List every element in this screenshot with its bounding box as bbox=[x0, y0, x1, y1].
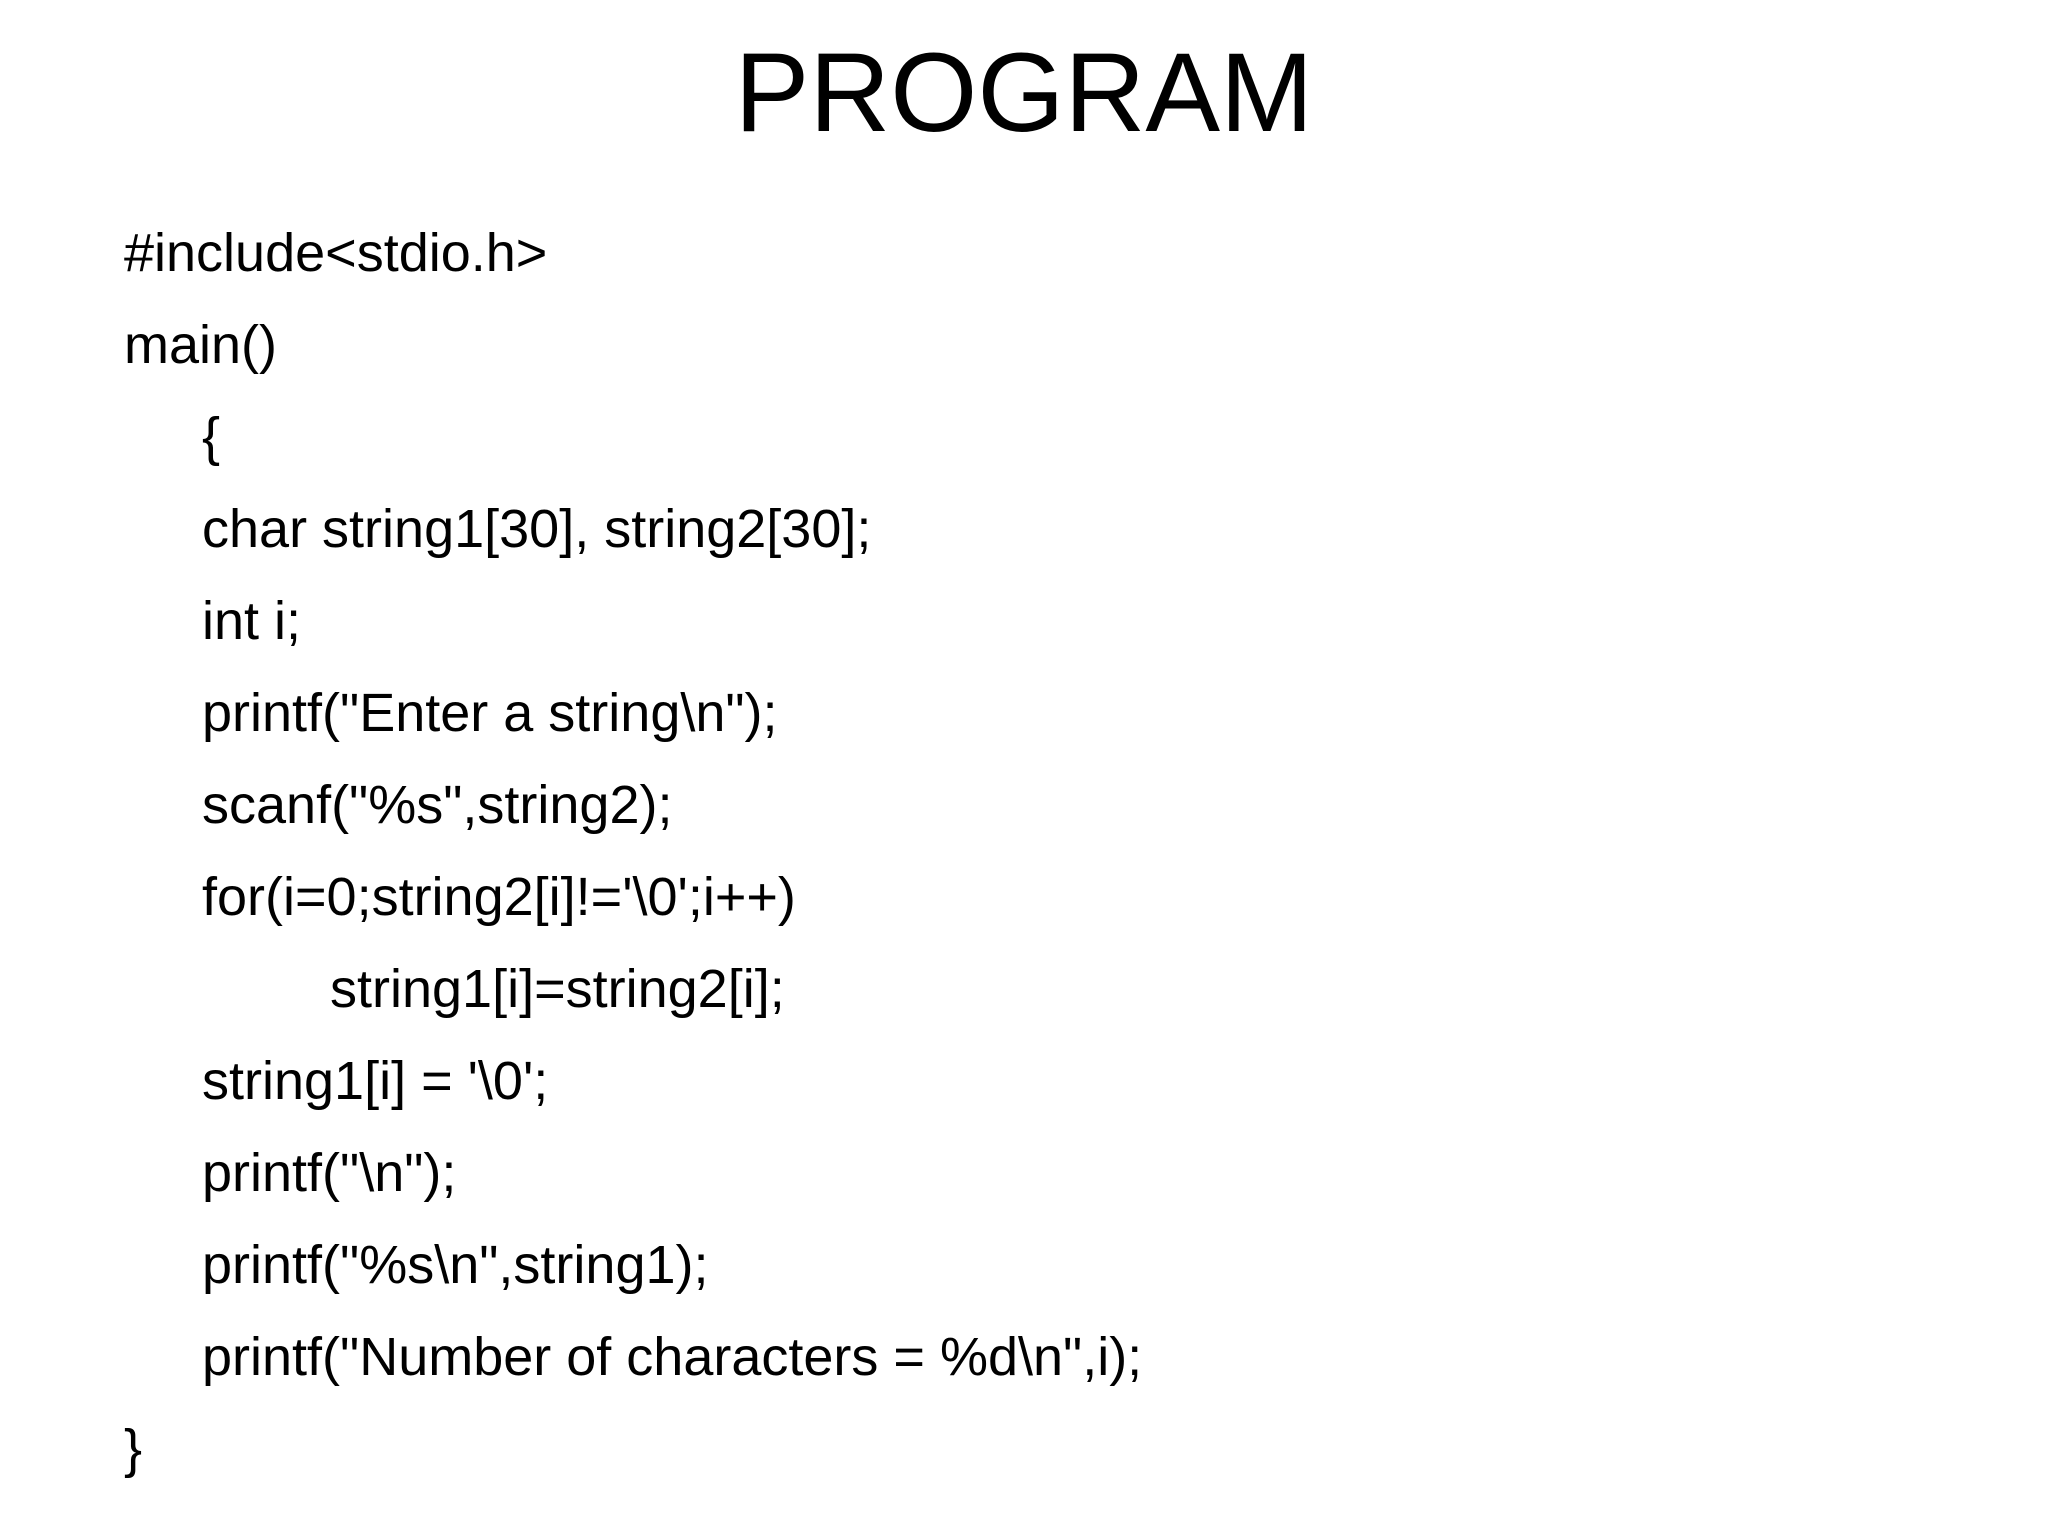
code-line-printf-prompt: printf("Enter a string\n"); bbox=[202, 683, 778, 743]
code-line-null-terminate: string1[i] = '\0'; bbox=[202, 1051, 549, 1111]
code-line-declare-int: int i; bbox=[202, 591, 302, 651]
code-line-main: main() bbox=[124, 315, 278, 375]
code-line-for-loop: for(i=0;string2[i]!='\0';i++) bbox=[202, 867, 796, 927]
code-line-scanf: scanf("%s",string2); bbox=[202, 775, 673, 835]
code-line-include: #include<stdio.h> bbox=[124, 223, 548, 283]
code-line-copy-char: string1[i]=string2[i]; bbox=[330, 959, 785, 1019]
code-line-printf-string: printf("%s\n",string1); bbox=[202, 1235, 709, 1295]
code-line-printf-newline: printf("\n"); bbox=[202, 1143, 457, 1203]
code-line-declare-strings: char string1[30], string2[30]; bbox=[202, 499, 872, 559]
code-line-open-brace: { bbox=[202, 407, 221, 467]
code-line-close-brace: } bbox=[124, 1419, 143, 1479]
slide-title: PROGRAM bbox=[734, 30, 1314, 155]
code-line-printf-count: printf("Number of characters = %d\n",i); bbox=[202, 1327, 1143, 1387]
